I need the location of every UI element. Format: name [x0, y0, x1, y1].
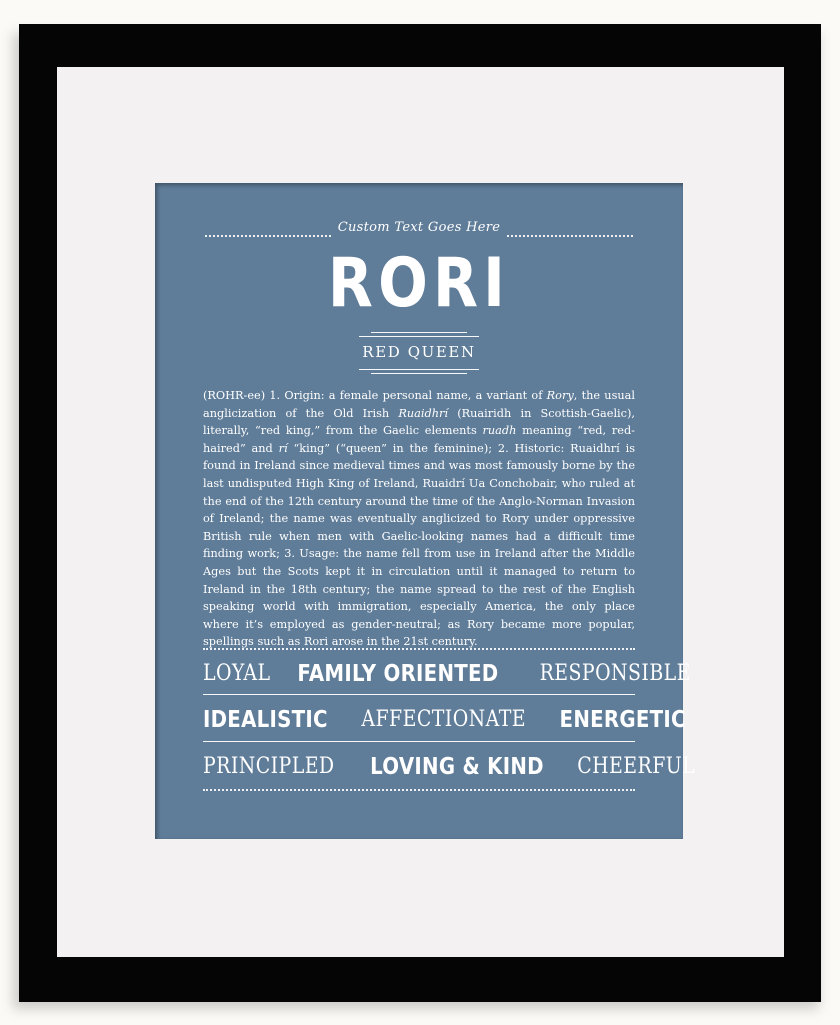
trait-word: ENERGETIC	[560, 707, 687, 733]
name-art-print	[155, 183, 696, 839]
definition-italic: rí	[278, 441, 288, 455]
dotted-divider-traits-bottom	[203, 789, 635, 791]
definition-part: , the usual anglicization of the Old Irish	[203, 389, 635, 420]
definition-part: (ROHR-ee) 1. Origin: a female personal name, a variant of	[203, 389, 547, 402]
rule-below-meaning	[359, 369, 479, 370]
rule-above-meaning-2	[359, 336, 479, 337]
name-definition	[203, 387, 635, 651]
dotted-divider-right	[507, 235, 633, 237]
trait-divider-1	[203, 694, 635, 695]
meaning-text: RED QUEEN	[362, 343, 476, 361]
trait-word: PRINCIPLED	[203, 754, 335, 779]
definition-italic: Ruaidhrí	[398, 406, 449, 420]
trait-row-2	[203, 701, 687, 735]
dotted-divider-left	[205, 235, 331, 237]
trait-word: AFFECTIONATE	[361, 707, 527, 732]
name-title: RORI	[327, 244, 511, 323]
rule-below-meaning-2	[371, 373, 467, 374]
definition-part: (Ruairidh in Scottish-Gaelic), literally, “red king,” from the Gaelic elements	[203, 406, 635, 438]
definition-part: meaning “red, red-haired” and	[203, 424, 635, 455]
custom-text: Custom Text Goes Here	[337, 220, 501, 235]
definition-italic: Rory	[546, 389, 574, 402]
trait-divider-2	[203, 741, 635, 742]
trait-row-3	[203, 748, 696, 782]
picture-frame	[19, 24, 821, 1002]
frame-mat	[57, 67, 784, 957]
trait-word: FAMILY ORIENTED	[297, 661, 499, 687]
rule-above-meaning	[371, 332, 467, 333]
trait-word: LOVING & KIND	[370, 754, 544, 780]
trait-word: IDEALISTIC	[203, 707, 328, 733]
definition-italic: ruadh	[482, 424, 517, 438]
name-meaning	[155, 343, 683, 361]
trait-row-1	[203, 655, 692, 689]
trait-word: RESPONSIBLE	[539, 661, 692, 686]
dotted-divider-traits-top	[203, 648, 635, 650]
definition-part: “king” (“queen” in the feminine); 2. Historic: Ruaidhrí is found in Ireland since medieval times and was most famously borne by the last undisputed High King of Ireland, Ruaidrí Ua Conchobair, who ruled at the end of the 12th century around the time of the Anglo-Norman Invasion of Ireland; the name was eventually anglicized to Rory under oppressive British rule when men with Gaelic-looking names had a difficult time finding work; 3. Usage: the name fell from use in Ireland after the Middle Ages but the Scots kept it in circulation until it managed to return to Ireland in the 18th century; the name spread to the rest of the English speaking world with immigration, especially America, the only place where it’s employed as gender-neutral; as Rory became more popular, spellings such as Rori arose in the 21st century.	[203, 441, 635, 649]
trait-word: CHEERFUL	[577, 754, 696, 779]
trait-word: LOYAL	[203, 661, 271, 686]
